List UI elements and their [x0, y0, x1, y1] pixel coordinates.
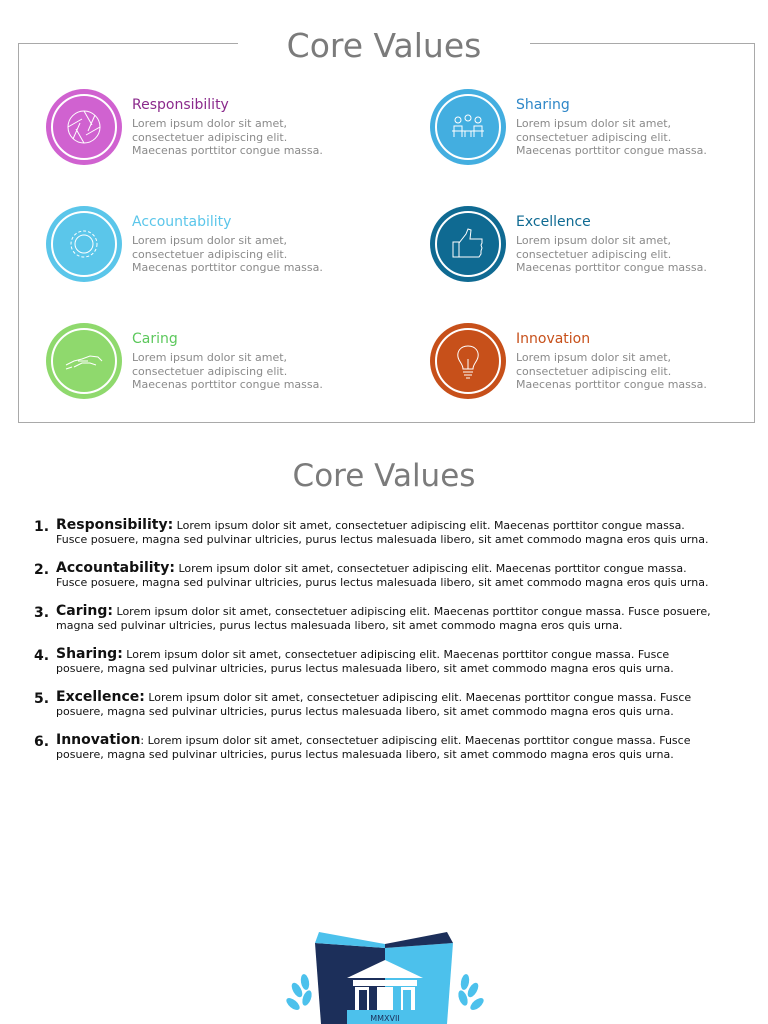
thumbs-up-icon [448, 224, 488, 264]
value-description: Lorem ipsum dolor sit amet, consectetuer adipiscing elit. Maecenas porttitor congue massa. [516, 351, 707, 391]
school-crest-logo [285, 930, 485, 1024]
value-excellence [430, 206, 760, 286]
value-responsibility [46, 89, 376, 169]
value-accountability [46, 206, 376, 286]
people-table-icon [448, 107, 488, 147]
responsibility-circle [46, 89, 122, 165]
list-item [34, 560, 716, 590]
list-item [34, 689, 716, 719]
innovation-circle [430, 323, 506, 399]
gear-ring-icon [64, 224, 104, 264]
list-number: 6. [34, 734, 50, 750]
list-item-name: Responsibility: [56, 517, 174, 533]
list-item-name: Excellence: [56, 689, 145, 705]
value-description: Lorem ipsum dolor sit amet, consectetuer adipiscing elit. Maecenas porttitor congue massa. [132, 351, 323, 391]
list-item-text: Lorem ipsum dolor sit amet, consectetuer adipiscing elit. Maecenas porttitor congue massa. Fusce posuere, magna sed pulvinar ultricies, purus lectus malesuada libero, sit amet commodo magna eros quis urna. [56, 562, 709, 589]
aperture-icon [64, 107, 104, 147]
value-title: Excellence [516, 214, 591, 230]
list-item-text: : Lorem ipsum dolor sit amet, consectetuer adipiscing elit. Maecenas porttitor congue massa. Fusce posuere, magna sed pulvinar ultricies, purus lectus malesuada libero, sit amet commodo magna eros quis urna. [56, 734, 691, 761]
value-sharing [430, 89, 760, 169]
value-title: Responsibility [132, 97, 229, 113]
accountability-circle [46, 206, 122, 282]
excellence-circle [430, 206, 506, 282]
core-values-list [34, 517, 716, 776]
value-description: Lorem ipsum dolor sit amet, consectetuer adipiscing elit. Maecenas porttitor congue massa. [132, 234, 323, 274]
list-item-name: Caring: [56, 603, 114, 619]
value-caring [46, 323, 376, 403]
value-title: Sharing [516, 97, 570, 113]
handshake-icon [64, 341, 104, 381]
caring-circle [46, 323, 122, 399]
list-item-text: Lorem ipsum dolor sit amet, consectetuer adipiscing elit. Maecenas porttitor congue massa. Fusce posuere, magna sed pulvinar ultricies, purus lectus malesuada libero, sit amet commodo magna eros quis urna. [56, 691, 692, 718]
list-item-text: Lorem ipsum dolor sit amet, consectetuer adipiscing elit. Maecenas porttitor congue massa. Fusce posuere, magna sed pulvinar ultricies, purus lectus malesuada libero, sit amet commodo magna eros quis urna. [56, 648, 674, 675]
list-number: 4. [34, 648, 50, 664]
value-innovation [430, 323, 760, 403]
list-number: 5. [34, 691, 50, 707]
value-title: Accountability [132, 214, 232, 230]
list-item-text: Lorem ipsum dolor sit amet, consectetuer adipiscing elit. Maecenas porttitor congue massa. Fusce posuere, magna sed pulvinar ultricies, purus lectus malesuada libero, sit amet commodo magna eros quis urna. [56, 605, 711, 632]
value-title: Innovation [516, 331, 591, 347]
list-item-name: Accountability: [56, 560, 175, 576]
list-item-name: Innovation [56, 732, 141, 748]
list-item [34, 517, 716, 547]
infographic-title: Core Values [238, 26, 530, 66]
value-description: Lorem ipsum dolor sit amet, consectetuer adipiscing elit. Maecenas porttitor congue massa. [516, 117, 707, 157]
value-description: Lorem ipsum dolor sit amet, consectetuer adipiscing elit. Maecenas porttitor congue massa. [516, 234, 707, 274]
list-number: 2. [34, 562, 50, 578]
value-description: Lorem ipsum dolor sit amet, consectetuer adipiscing elit. Maecenas porttitor congue massa. [132, 117, 323, 157]
list-item-name: Sharing: [56, 646, 123, 662]
list-number: 3. [34, 605, 50, 621]
list-item [34, 732, 716, 762]
section-title: Core Values [292, 458, 476, 494]
list-item [34, 603, 716, 633]
logo-text: MMXVII [370, 1014, 400, 1023]
sharing-circle [430, 89, 506, 165]
value-title: Caring [132, 331, 178, 347]
list-item-text: Lorem ipsum dolor sit amet, consectetuer adipiscing elit. Maecenas porttitor congue massa. Fusce posuere, magna sed pulvinar ultricies, purus lectus malesuada libero, sit amet commodo magna eros quis urna. [56, 519, 709, 546]
list-number: 1. [34, 519, 50, 535]
lightbulb-icon [448, 341, 488, 381]
list-item [34, 646, 716, 676]
